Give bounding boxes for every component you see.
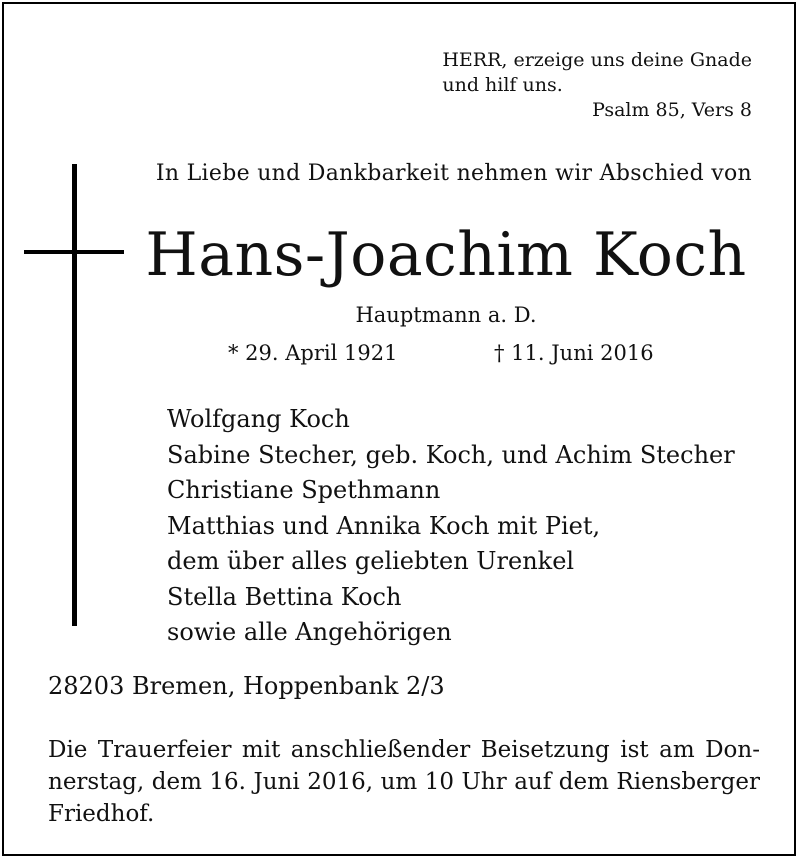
deceased-name: Hans-Joachim Koch: [145, 220, 747, 290]
psalm-line-1: HERR, erzeige uns deine Gnade: [442, 49, 752, 71]
obituary-notice: [2, 2, 796, 856]
intro-text: In Liebe und Dankbarkeit nehmen wir Abschied von: [155, 161, 752, 186]
psalm-quote: [442, 48, 752, 98]
list-item: Christiane Spethmann: [167, 476, 441, 504]
mourners-list: [167, 402, 735, 651]
deceased-title: Hauptmann a. D.: [355, 303, 537, 327]
list-item: sowie alle Angehörigen: [167, 618, 452, 646]
birth-date: * 29. April 1921: [228, 341, 398, 365]
psalm-line-2: und hilf uns.: [442, 74, 563, 96]
list-item: Wolfgang Koch: [167, 405, 350, 433]
list-item: Stella Bettina Koch: [167, 582, 402, 611]
list-item: Matthias und Annika Koch mit Piet,: [167, 511, 601, 540]
psalm-reference: Psalm 85, Vers 8: [592, 99, 752, 121]
list-item: dem über alles geliebten Urenkel: [167, 547, 575, 575]
funeral-details: Die Trauerfeier mit anschließender Beisetzung ist am Donnerstag, dem 16. Juni 2016, um 10 Uhr auf dem Riensberger Friedhof.: [48, 737, 760, 827]
family-address: 28203 Bremen, Hoppenbank 2/3: [48, 672, 445, 700]
death-date: † 11. Juni 2016: [494, 341, 654, 365]
list-item: Sabine Stecher, geb. Koch, und Achim Stecher: [167, 440, 735, 469]
